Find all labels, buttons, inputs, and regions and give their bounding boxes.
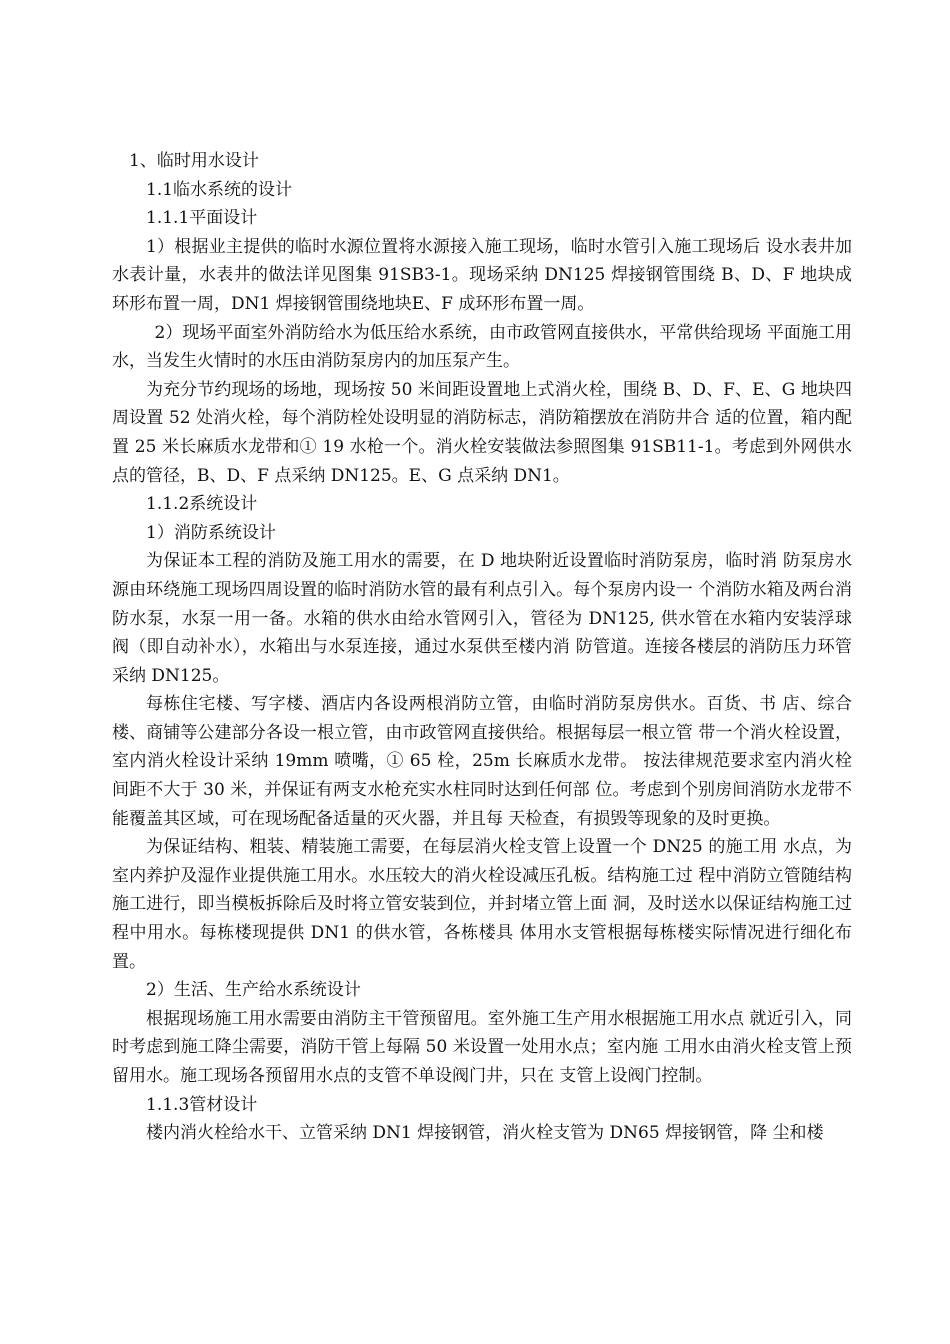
- item-heading: 2）生活、生产给水系统设计: [146, 980, 361, 1001]
- document-body: [112, 147, 852, 1148]
- item-heading: 1）消防系统设计: [146, 522, 276, 543]
- body-paragraph: 楼内消火栓给水干、立管采纳 DN1 焊接钢管，消火栓支管为 DN65 焊接钢管，降 尘和楼: [146, 1123, 824, 1144]
- subsection-heading: 1.1临水系统的设计: [146, 179, 293, 200]
- body-paragraph: 为充分节约现场的场地，现场按 50 米间距设置地上式消火栓，围绕 B、D、F、E、G 地块四周设置 52 处消火栓，每个消防栓处设明显的消防标志，消防箱摆放在消防井合 适的位置，箱内配置 25 米长麻质水龙带和① 19 水枪一个。消火栓安装做法参照图集 91SB11-1。考虑到外网供水点的管径，B、D、F 点采纳 DN125。E、G 点采纳 DN1。: [112, 379, 852, 486]
- body-paragraph: 为保证结构、粗装、精装施工需要，在每层消火栓支管上设置一个 DN25 的施工用 水点，为室内养护及湿作业提供施工用水。水压较大的消火栓设减压孔板。结构施工过 程中消防立管随结构施工进行，即当模板拆除后及时将立管安装到位，并封堵立管上面 洞，及时送水以保证结构施工过程中用水。每栋楼现提供 DN1 的供水管，各栋楼具 体用水支管根据每栋楼实际情况进行细化布置。: [112, 837, 852, 972]
- subsection-heading: 1.1.3管材设计: [146, 1094, 258, 1115]
- subsection-heading: 1.1.1平面设计: [146, 208, 258, 229]
- subsection-heading: 1.1.2系统设计: [146, 494, 258, 515]
- body-paragraph: 1）根据业主提供的临时水源位置将水源接入施工现场，临时水管引入施工现场后 设水表井加水表计量，水表井的做法详见图集 91SB3-1。现场采纳 DN125 焊接钢管围绕 B、D、F 地块成环形布置一周，DN1 焊接钢管围绕地块E、F 成环形布置一周。: [112, 236, 852, 314]
- body-paragraph: 根据现场施工用水需要由消防主干管预留甩。室外施工生产用水根据施工用水点 就近引入，同时考虑到施工降尘需要，消防干管上每隔 50 米设置一处用水点；室内施 工用水由消火栓支管上预留用水。施工现场各预留用水点的支管不单设阀门井，只在 支管上设阀门控制。: [112, 1008, 852, 1086]
- section-heading: 1、临时用水设计: [129, 151, 259, 171]
- body-paragraph: 2）现场平面室外消防给水为低压给水系统，由市政管网直接供水，平常供给现场 平面施工用水，当发生火情时的水压由消防泵房内的加压泵产生。: [112, 322, 852, 372]
- body-paragraph: 每栋住宅楼、写字楼、酒店内各设两根消防立管，由临时消防泵房供水。百货、书 店、综合楼、商铺等公建部分各设一根立管，由市政管网直接供给。根据每层一根立管 带一个消火栓设置，室内消火栓设计采纳 19mm 喷嘴，① 65 栓，25m 长麻质水龙带。 按法律规范要求室内消火栓间距不大于 30 米，并保证有两支水枪充实水柱同时达到任何部 位。考虑到个别房间消防水龙带不能覆盖其区域，可在现场配备适量的灭火器，并且每 天检查，有损毁等现象的及时更换。: [112, 694, 852, 829]
- body-paragraph: 为保证本工程的消防及施工用水的需要，在 D 地块附近设置临时消防泵房，临时消 防泵房水源由环绕施工现场四周设置的临时消防水管的最有利点引入。每个泵房内设一 个消防水箱及两台消防水泵，水泵一用一备。水箱的供水由给水管网引入，管径为 DN125, 供水管在水箱内安装浮球阀（即自动补水），水箱出与水泵连接，通过水泵供至楼内消 防管道。连接各楼层的消防压力环管采纳 DN125。: [112, 551, 852, 686]
